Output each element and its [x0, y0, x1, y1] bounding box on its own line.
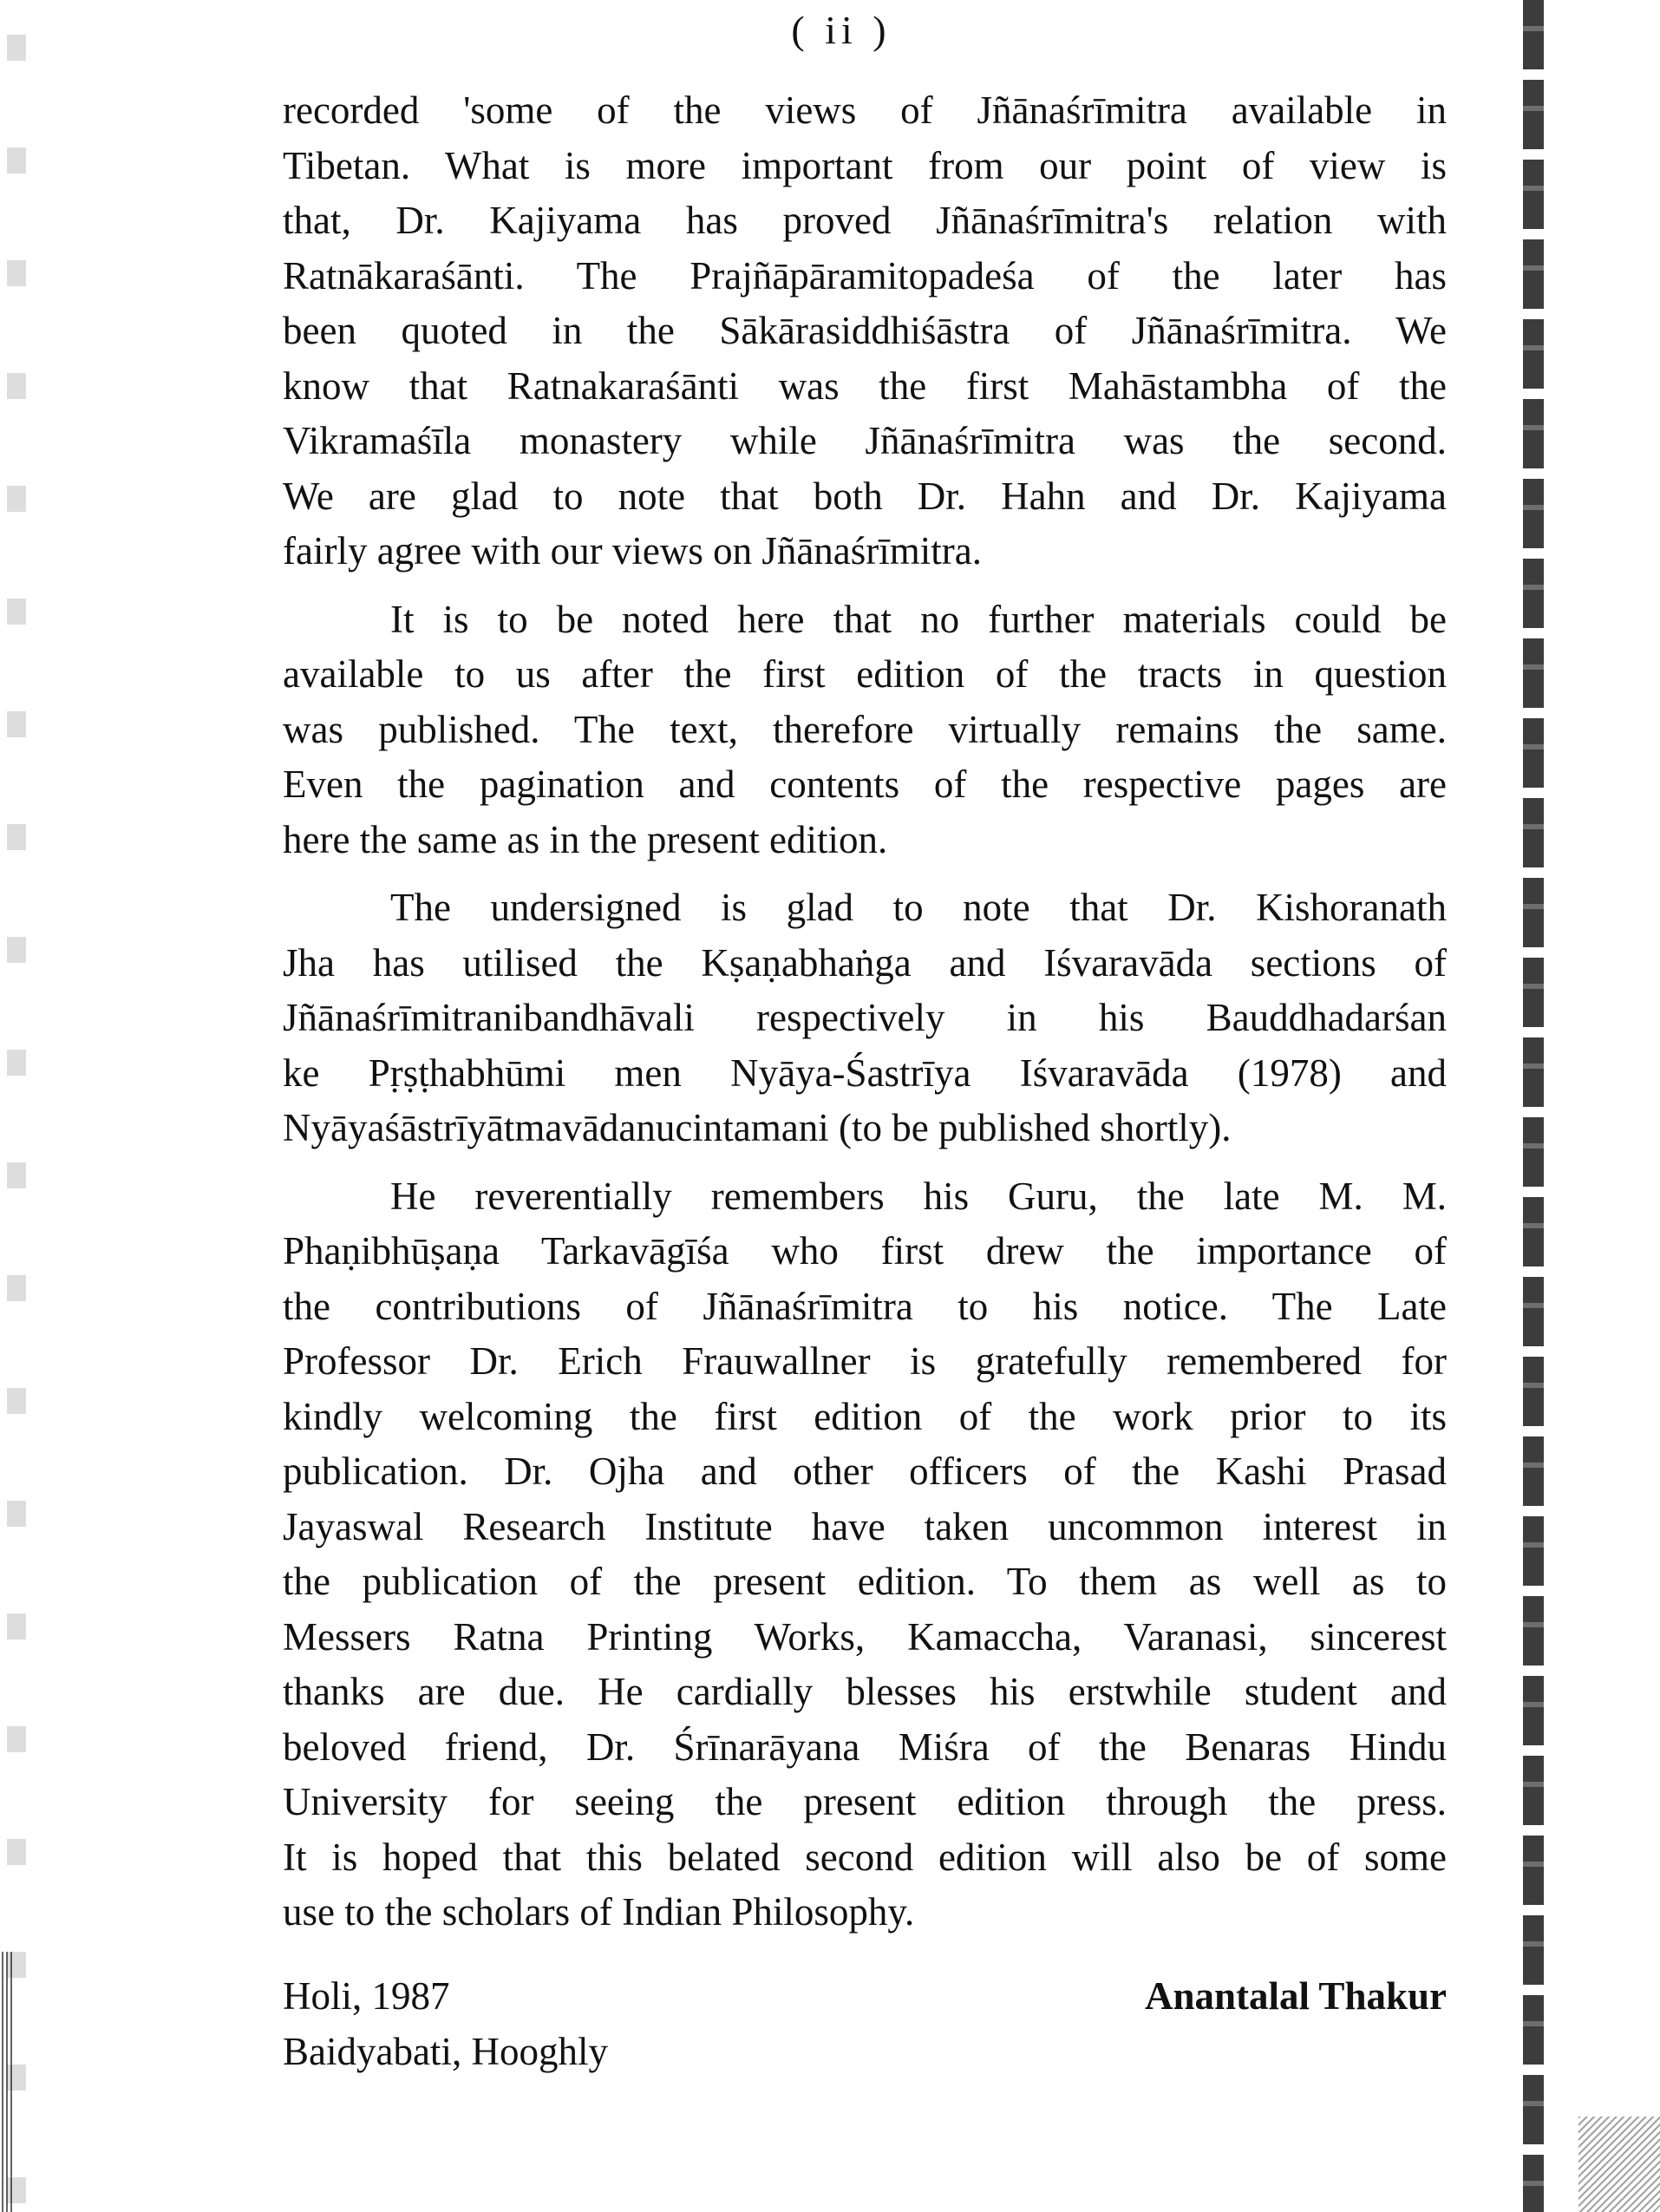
text-line: the contributions of Jñānaśrīmitra to his notice. The Late	[283, 1284, 1447, 1328]
text-line: thanks are due. He cardially blesses his erstwhile student and	[283, 1670, 1447, 1713]
signature-author: Anantalal Thakur	[1144, 1974, 1447, 2018]
text-line: publication. Dr. Ojha and other officers of the Kashi Prasad	[283, 1450, 1447, 1493]
text-line: Vikramaśīla monastery while Jñānaśrīmitra was the second.	[283, 419, 1447, 462]
text-line: It is to be noted here that no further materials could be	[390, 597, 1447, 641]
paragraph-3	[283, 880, 1447, 1156]
text-line: know that Ratnakaraśānti was the first Mahāstambha of the	[283, 363, 1447, 408]
text-line: Jñānaśrīmitranibandhāvali respectively in his Bauddhadarśan	[283, 996, 1447, 1039]
text-line: available to us after the first edition of the tracts in question	[283, 652, 1447, 696]
text-line: ke Pṛṣṭhabhūmi men Nyāya-Śastrīya Iśvaravāda (1978) and	[283, 1050, 1447, 1095]
text-line: Ratnākaraśānti. The Prajñāpāramitopadeśa of the later has	[283, 253, 1447, 298]
signature-date: Holi, 1987	[283, 1974, 450, 2018]
text-line: Phaṇibhūṣaṇa Tarkavāgīśa who first drew the importance of	[283, 1229, 1447, 1273]
paragraph-2	[283, 592, 1447, 868]
paragraph-1	[283, 83, 1447, 579]
text-line: University for seeing the present edition through the press.	[283, 1780, 1447, 1823]
text-line: Even the pagination and contents of the respective pages are	[283, 762, 1447, 806]
date-place	[283, 1969, 890, 2079]
text-line: fairly agree with our views on Jñānaśrīmitra.	[283, 529, 983, 573]
text-line: It is hoped that this belated second edition will also be of some	[283, 1835, 1447, 1879]
text-line: that, Dr. Kajiyama has proved Jñānaśrīmitra's relation with	[283, 199, 1447, 242]
text-line: We are glad to note that both Dr. Hahn and Dr. Kajiyama	[283, 474, 1447, 518]
text-line: Jha has utilised the Kṣaṇabhaṅga and Iśvaravāda sections of	[283, 940, 1447, 985]
paragraph-4	[283, 1169, 1447, 1940]
text-line: beloved friend, Dr. Śrīnarāyana Miśra of the Benaras Hindu	[283, 1724, 1447, 1769]
text-line: He reverentially remembers his Guru, the late M. M.	[390, 1174, 1447, 1218]
text-line: The undersigned is glad to note that Dr. Kishoranath	[390, 886, 1447, 929]
body-text	[283, 83, 1447, 1940]
text-line: was published. The text, therefore virtually remains the same.	[283, 707, 1447, 751]
text-line: Professor Dr. Erich Frauwallner is gratefully remembered for	[283, 1339, 1447, 1383]
text-line: Jayaswal Research Institute have taken uncommon interest in	[283, 1504, 1447, 1548]
text-line: recorded 'some of the views of Jñānaśrīmitra available in	[283, 88, 1447, 132]
text-line: been quoted in the Sākārasiddhiśāstra of Jñānaśrīmitra. We	[283, 309, 1447, 352]
text-line: here the same as in the present edition.	[283, 817, 888, 861]
page-number: ( ii )	[791, 8, 892, 52]
scan-edge-left	[7, 0, 26, 2212]
text-line: Nyāyaśāstrīyātmavādanucintamani (to be published shortly).	[283, 1106, 1232, 1149]
text-line: Messers Ratna Printing Works, Kamaccha, Varanasi, sincerest	[283, 1614, 1447, 1659]
signature-place: Baidyabati, Hooghly	[283, 2029, 608, 2073]
scan-edge-right	[1523, 0, 1544, 2212]
text-line: use to the scholars of Indian Philosophy.	[283, 1890, 915, 1934]
scan-edge-left-lower	[2, 1952, 14, 2212]
scan-edge-corner	[1578, 2117, 1660, 2212]
text-line: kindly welcoming the first edition of the work prior to its	[283, 1394, 1447, 1438]
text-line: Tibetan. What is more important from our point of view is	[283, 143, 1447, 187]
text-line: the publication of the present edition. To them as well as to	[283, 1560, 1447, 1603]
